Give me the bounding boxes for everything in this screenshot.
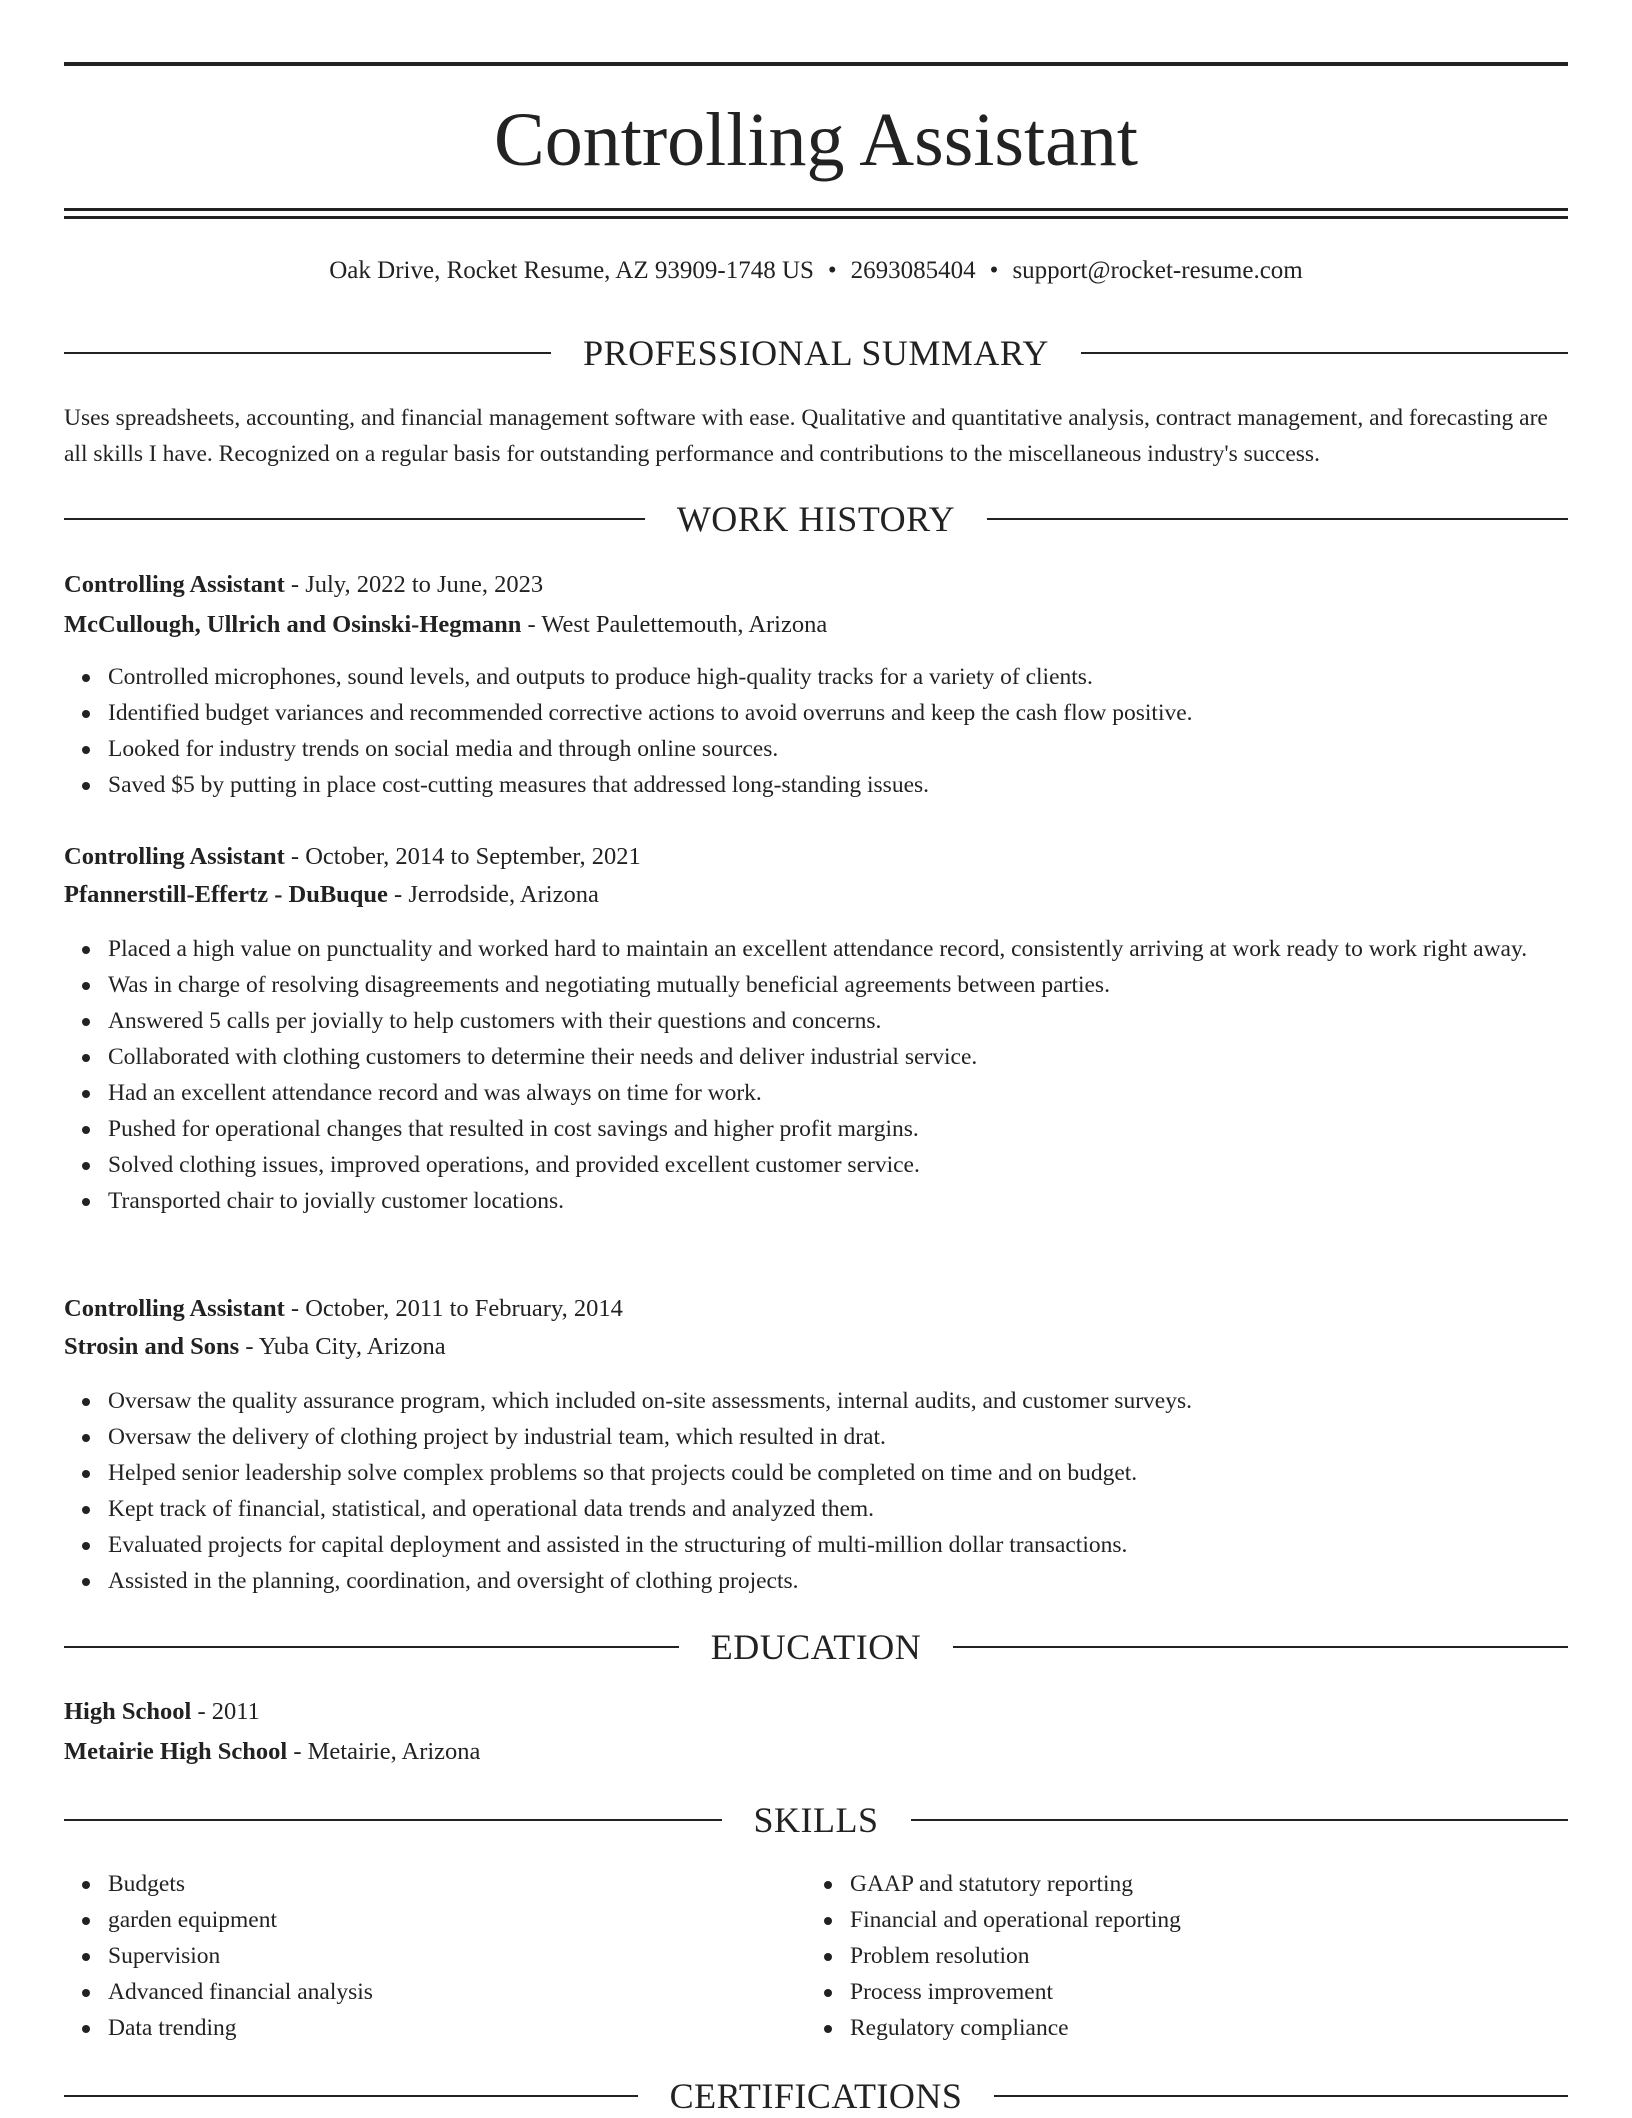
list-item: Helped senior leadership solve complex problems so that projects could be completed on time and on budget. bbox=[108, 1455, 1568, 1491]
list-item: Kept track of financial, statistical, and operational data trends and analyzed them. bbox=[108, 1491, 1568, 1527]
resume-name: Controlling Assistant bbox=[494, 98, 1138, 182]
list-item: Controlled microphones, sound levels, and outputs to produce high-quality tracks for a variety of clients. bbox=[108, 659, 1568, 695]
education-location: - Metairie, Arizona bbox=[287, 1738, 481, 1765]
skill-item: Problem resolution bbox=[850, 1938, 1506, 1974]
section-title: SKILLS bbox=[753, 1800, 879, 1840]
section-heading-work-history bbox=[64, 497, 1568, 541]
name-underline-lower bbox=[64, 216, 1568, 219]
job-title-line bbox=[64, 1291, 1568, 1327]
job-title: Controlling Assistant bbox=[64, 843, 285, 870]
list-item: Placed a high value on punctuality and worked hard to maintain an excellent attendance record, consistently arriving at work ready to work right away. bbox=[108, 931, 1568, 967]
job-company-line bbox=[64, 877, 1568, 913]
skill-item: garden equipment bbox=[108, 1902, 764, 1938]
section-title: WORK HISTORY bbox=[676, 499, 956, 539]
list-item: Pushed for operational changes that resulted in cost savings and higher profit margins. bbox=[108, 1111, 1568, 1147]
job-dates: - October, 2011 to February, 2014 bbox=[284, 1295, 623, 1322]
name-underline-upper bbox=[64, 208, 1568, 211]
job-title: Controlling Assistant bbox=[64, 571, 285, 598]
job-location: - West Paulettemouth, Arizona bbox=[521, 611, 828, 638]
skills-column-right bbox=[806, 1866, 1506, 2046]
section-heading-skills bbox=[64, 1798, 1568, 1842]
job-company: McCullough, Ullrich and Osinski-Hegmann bbox=[64, 611, 522, 638]
list-item: Was in charge of resolving disagreements and negotiating mutually beneficial agreements between parties. bbox=[108, 967, 1568, 1003]
job-company: Strosin and Sons bbox=[64, 1333, 240, 1360]
contact-phone: 2693085404 bbox=[850, 257, 976, 284]
skill-item: Advanced financial analysis bbox=[108, 1974, 764, 2010]
education-degree: High School bbox=[64, 1698, 192, 1725]
list-item: Transported chair to jovially customer locations. bbox=[108, 1183, 1568, 1219]
list-item: Oversaw the quality assurance program, which included on-site assessments, internal audits, and customer surveys. bbox=[108, 1383, 1568, 1419]
skill-item: GAAP and statutory reporting bbox=[850, 1866, 1506, 1902]
heading-rule-left bbox=[64, 1819, 722, 1821]
education-degree-line bbox=[64, 1694, 1568, 1730]
job-title-line bbox=[64, 839, 1568, 875]
skills-column-left bbox=[64, 1866, 764, 2046]
list-item: Looked for industry trends on social media and through online sources. bbox=[108, 731, 1568, 767]
list-item: Saved $5 by putting in place cost-cutting measures that addressed long-standing issues. bbox=[108, 767, 1568, 803]
job-company-line bbox=[64, 1329, 1568, 1365]
heading-rule-right bbox=[987, 518, 1568, 520]
section-title: CERTIFICATIONS bbox=[669, 2076, 963, 2116]
education-year: - 2011 bbox=[191, 1698, 260, 1725]
contact-separator: • bbox=[827, 257, 837, 284]
heading-rule-right bbox=[911, 1819, 1569, 1821]
list-item: Collaborated with clothing customers to determine their needs and deliver industrial service. bbox=[108, 1039, 1568, 1075]
contact-email: support@rocket-resume.com bbox=[1012, 257, 1303, 284]
education-school-line bbox=[64, 1734, 1568, 1770]
contact-separator: • bbox=[989, 257, 999, 284]
top-rule bbox=[64, 62, 1568, 66]
skill-item: Budgets bbox=[108, 1866, 764, 1902]
section-heading-summary bbox=[64, 331, 1568, 375]
section-heading-certifications bbox=[64, 2074, 1568, 2118]
job-title: Controlling Assistant bbox=[64, 1295, 285, 1322]
heading-rule-left bbox=[64, 352, 551, 354]
job-company-line bbox=[64, 607, 1568, 643]
list-item: Had an excellent attendance record and was always on time for work. bbox=[108, 1075, 1568, 1111]
heading-rule-left bbox=[64, 518, 645, 520]
section-title: EDUCATION bbox=[710, 1627, 922, 1667]
job-bullets bbox=[64, 1383, 1568, 1599]
skill-item: Financial and operational reporting bbox=[850, 1902, 1506, 1938]
skill-item: Process improvement bbox=[850, 1974, 1506, 2010]
list-item: Assisted in the planning, coordination, and oversight of clothing projects. bbox=[108, 1563, 1568, 1599]
list-item: Evaluated projects for capital deployment and assisted in the structuring of multi-million dollar transactions. bbox=[108, 1527, 1568, 1563]
job-company: Pfannerstill-Effertz - DuBuque bbox=[64, 881, 388, 908]
section-title: PROFESSIONAL SUMMARY bbox=[583, 333, 1049, 373]
job-bullets bbox=[64, 931, 1568, 1219]
skill-item: Regulatory compliance bbox=[850, 2010, 1506, 2046]
job-title-line bbox=[64, 567, 1568, 603]
heading-rule-left bbox=[64, 1646, 679, 1648]
heading-rule-left bbox=[64, 2095, 638, 2097]
job-dates: - July, 2022 to June, 2023 bbox=[284, 571, 544, 598]
skill-item: Data trending bbox=[108, 2010, 764, 2046]
skills-list-right bbox=[806, 1866, 1506, 2046]
skills-list-left bbox=[64, 1866, 764, 2046]
education-school: Metairie High School bbox=[64, 1738, 288, 1765]
job-location: - Yuba City, Arizona bbox=[239, 1333, 446, 1360]
summary-text: Uses spreadsheets, accounting, and financial management software with ease. Qualitative and quantitative analysis, contract management, and forecasting are all skills I have. Recognized on a regular basis for outstanding performance and contributions to the miscellaneous industry's success. bbox=[64, 405, 1548, 467]
list-item: Answered 5 calls per jovially to help customers with their questions and concerns. bbox=[108, 1003, 1568, 1039]
job-bullets bbox=[64, 659, 1568, 803]
contact-address: Oak Drive, Rocket Resume, AZ 93909-1748 US bbox=[329, 257, 814, 284]
list-item: Identified budget variances and recommended corrective actions to avoid overruns and keep the cash flow positive. bbox=[108, 695, 1568, 731]
heading-rule-right bbox=[994, 2095, 1568, 2097]
section-heading-education bbox=[64, 1625, 1568, 1669]
contact-line bbox=[64, 254, 1568, 288]
list-item: Solved clothing issues, improved operations, and provided excellent customer service. bbox=[108, 1147, 1568, 1183]
skill-item: Supervision bbox=[108, 1938, 764, 1974]
job-location: - Jerrodside, Arizona bbox=[387, 881, 599, 908]
job-dates: - October, 2014 to September, 2021 bbox=[284, 843, 641, 870]
list-item: Oversaw the delivery of clothing project by industrial team, which resulted in drat. bbox=[108, 1419, 1568, 1455]
heading-rule-right bbox=[1081, 352, 1568, 354]
heading-rule-right bbox=[953, 1646, 1568, 1648]
